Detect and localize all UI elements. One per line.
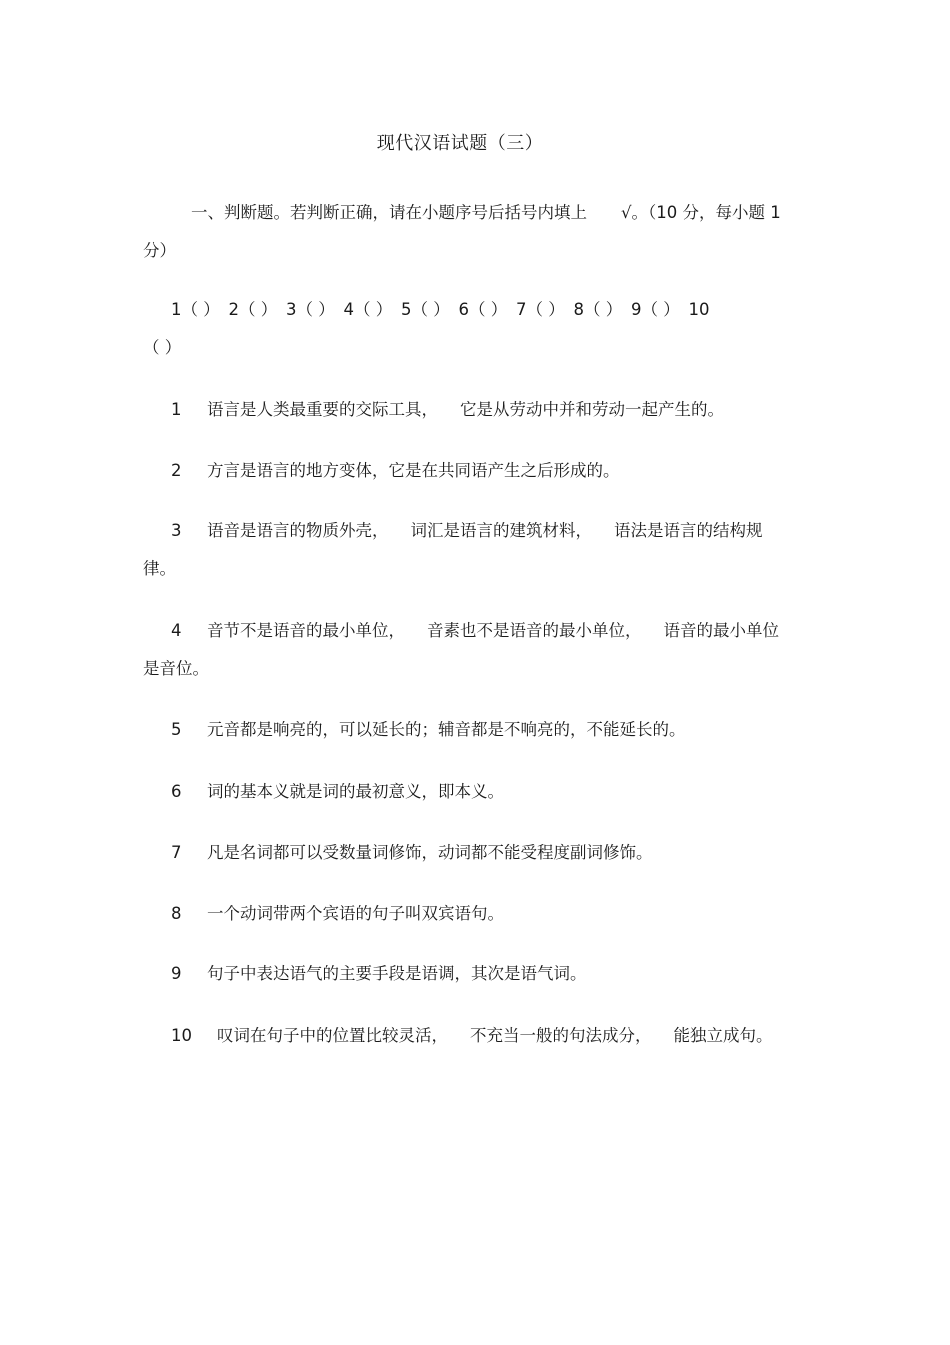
instruction-text-2: 。（10 分，每小题 1 分） [143, 203, 781, 260]
question-9 [143, 955, 795, 993]
answer-slot-4[interactable] [344, 300, 402, 319]
question-text: 方言是语言的地方变体，它是在共同语产生之后形成的。 [207, 461, 620, 480]
answer-slot-number: 8 [573, 300, 584, 319]
question-number: 7 [171, 843, 182, 862]
question-5 [143, 711, 795, 749]
answer-slot-9[interactable] [631, 300, 689, 319]
answer-slot-2[interactable] [229, 300, 287, 319]
question-text: 它是从劳动中并和劳动一起产生的。 [460, 400, 724, 419]
answer-slot-number: 3 [286, 300, 297, 319]
question-text: 语法是语言的结构规律。 [143, 521, 763, 578]
question-text: 语音是语言的物质外壳， [207, 521, 389, 540]
answer-slot-7[interactable] [516, 300, 574, 319]
answer-slot-number: 5 [401, 300, 412, 319]
question-number: 1 [171, 400, 182, 419]
answer-slots [143, 291, 795, 367]
question-number: 9 [171, 964, 182, 983]
question-text: 句子中表达语气的主要手段是语调，其次是语气词。 [207, 964, 587, 983]
answer-slot-number: 6 [458, 300, 469, 319]
question-4 [143, 612, 795, 688]
section-instruction [143, 194, 795, 270]
question-10 [143, 1017, 795, 1055]
question-number: 8 [171, 904, 182, 923]
question-number: 2 [171, 461, 182, 480]
question-2 [143, 452, 795, 490]
answer-bracket: （ ） [181, 300, 220, 319]
question-text: 一个动词带两个宾语的句子叫双宾语句。 [207, 904, 504, 923]
answer-slot-number: 4 [343, 300, 354, 319]
answer-bracket: （ ） [296, 300, 335, 319]
question-8 [143, 895, 795, 933]
answer-bracket: （ ） [584, 300, 623, 319]
answer-slot-number: 2 [228, 300, 239, 319]
answer-slot-number: 7 [516, 300, 527, 319]
answer-bracket: （ ） [239, 300, 278, 319]
answer-bracket: （ ） [526, 300, 565, 319]
question-text: 词的基本义就是词的最初意义，即本义。 [207, 782, 504, 801]
question-text: 词汇是语言的建筑材料， [410, 521, 592, 540]
answer-bracket: （ ） [641, 300, 680, 319]
answer-bracket: （ ） [469, 300, 508, 319]
question-number: 10 [171, 1026, 192, 1045]
question-3 [143, 512, 795, 588]
question-6 [143, 773, 795, 811]
check-mark: √ [621, 203, 632, 222]
answer-slot-1[interactable] [171, 300, 229, 319]
question-1 [143, 391, 795, 429]
answer-bracket: （ ） [411, 300, 450, 319]
answer-slot-number: 1 [171, 300, 182, 319]
instruction-text-1: 一、判断题。若判断正确，请在小题序号后括号内填上 [191, 203, 587, 222]
question-text: 音节不是语音的最小单位， [207, 621, 405, 640]
question-text: 不充当一般的句法成分， [470, 1026, 652, 1045]
answer-slot-3[interactable] [286, 300, 344, 319]
question-text: 语言是人类最重要的交际工具， [207, 400, 438, 419]
answer-slot-number: 10 [688, 300, 710, 319]
question-text: 凡是名词都可以受数量词修饰，动词都不能受程度副词修饰。 [207, 843, 653, 862]
question-number: 6 [171, 782, 182, 801]
answer-slot-8[interactable] [574, 300, 632, 319]
question-text: 能独立成句。 [673, 1026, 773, 1045]
answer-slot-number: 9 [631, 300, 642, 319]
question-text: 语音的最小单位是音位。 [143, 621, 779, 678]
answer-slot-5[interactable] [401, 300, 459, 319]
question-text: 元音都是响亮的，可以延长的；辅音都是不响亮的，不能延长的。 [207, 720, 686, 739]
question-7 [143, 834, 795, 872]
page-title: 现代汉语试题（三） [376, 133, 544, 154]
answer-bracket: （ ） [354, 300, 393, 319]
question-text: 音素也不是语音的最小单位， [427, 621, 642, 640]
question-number: 5 [171, 720, 182, 739]
answer-bracket: （ ） [143, 338, 182, 357]
question-number: 3 [171, 521, 182, 540]
answer-slot-6[interactable] [459, 300, 517, 319]
question-number: 4 [171, 621, 182, 640]
question-text: 叹词在句子中的位置比较灵活， [217, 1026, 448, 1045]
